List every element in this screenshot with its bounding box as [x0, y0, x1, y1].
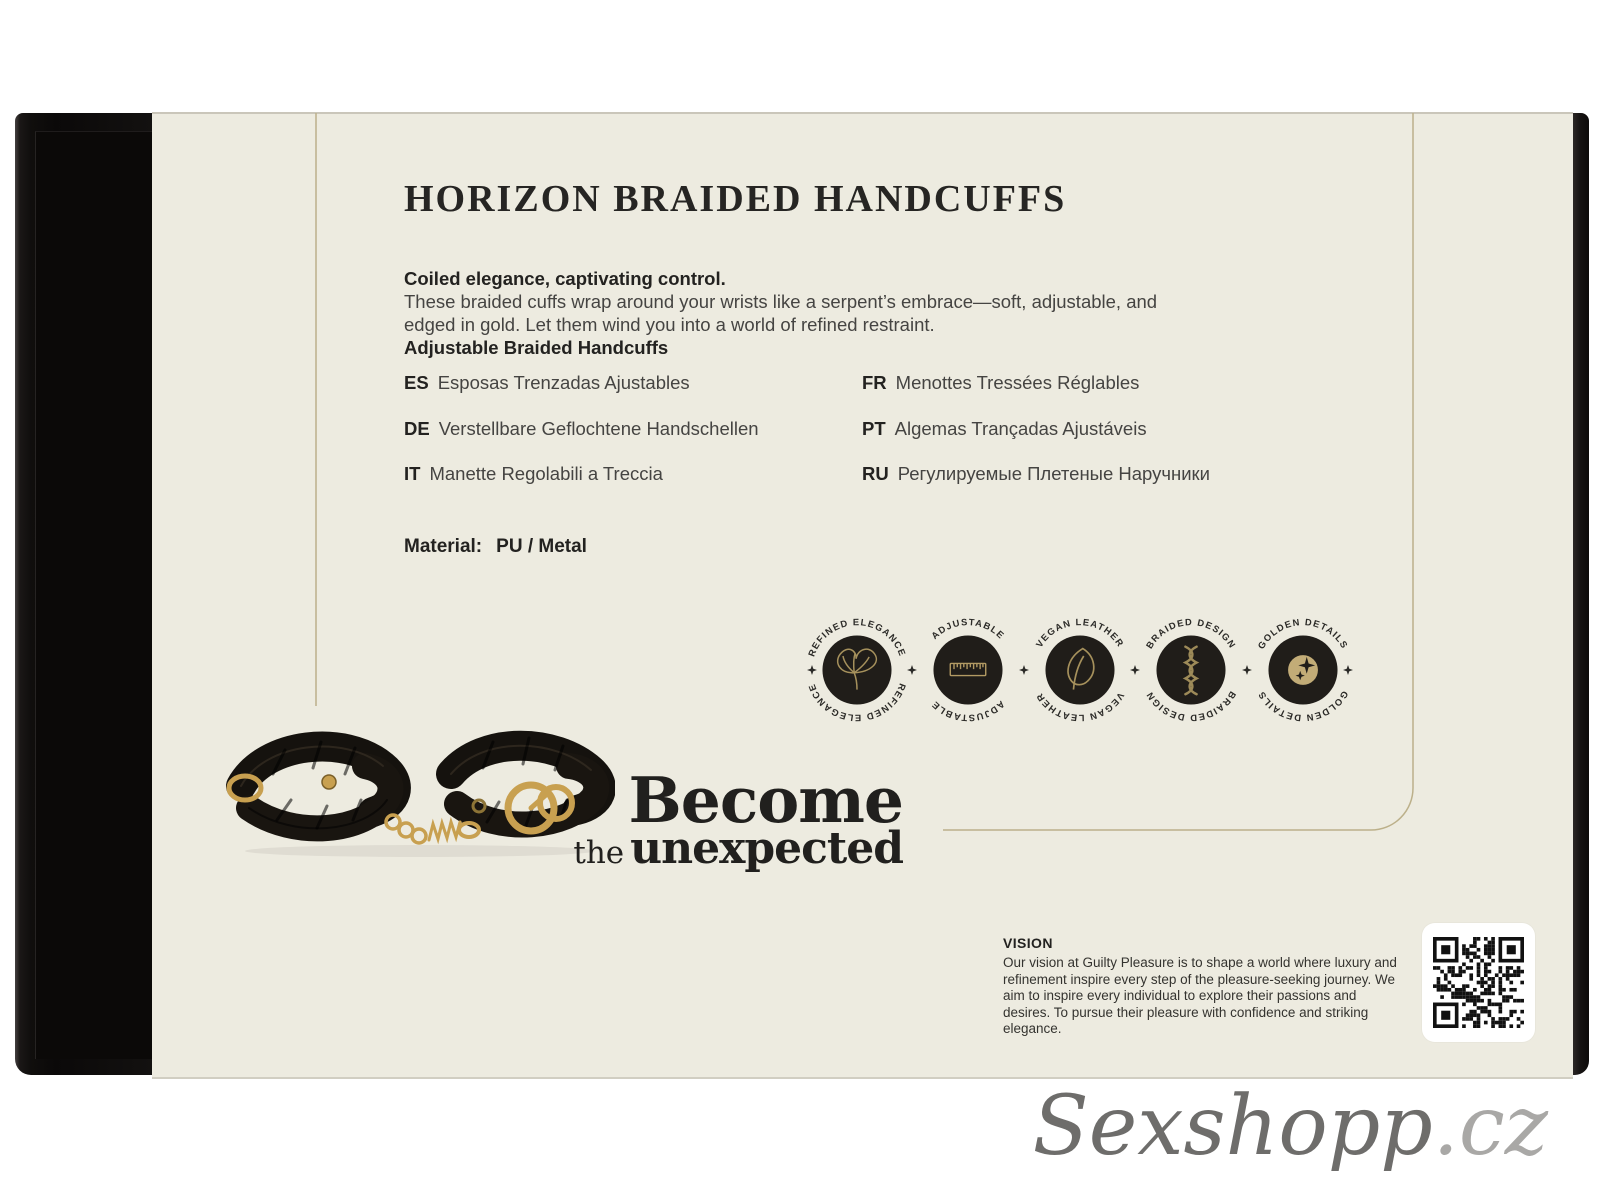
- badge-vegan-leather: [1024, 614, 1136, 726]
- qr-code: [1433, 937, 1524, 1028]
- language-code: DE: [404, 418, 430, 439]
- badge-label-top: GOLDEN DETAILS: [1256, 617, 1350, 651]
- site-watermark: [800, 1079, 1548, 1174]
- language-code: RU: [862, 463, 889, 484]
- product-tagline: Coiled elegance, captivating control.: [404, 268, 726, 289]
- diamond-separator-icon: [1129, 664, 1141, 676]
- slogan-become: Become: [628, 763, 903, 837]
- product-title: HORIZON BRAIDED HANDCUFFS: [404, 178, 1067, 220]
- badge-label-bottom: ADJUSTABLE: [929, 698, 1007, 723]
- translation-text: Algemas Trançadas Ajustáveis: [894, 418, 1147, 439]
- translation-es: [404, 374, 690, 393]
- translation-text: Manette Regolabili a Treccia: [429, 463, 663, 484]
- translation-fr: [862, 374, 1139, 393]
- material-info: [404, 537, 587, 556]
- translation-text: Esposas Trenzadas Ajustables: [437, 372, 690, 393]
- watermark-brand: Sexshopp: [1032, 1079, 1433, 1174]
- translation-text: Menottes Tressées Réglables: [895, 372, 1140, 393]
- language-code: ES: [404, 372, 429, 393]
- vision-body: Our vision at Guilty Pleasure is to shape a world where luxury and refinement inspire every step of the pleasure-seeking journey. We aim to inspire every individual to explore their passions and desires. To pursue their pleasure with confidence and striking elegance.: [1003, 955, 1397, 1037]
- vision-heading: VISION: [1003, 935, 1053, 951]
- badge-label-top: BRAIDED DESIGN: [1144, 617, 1238, 651]
- product-description-line2: edged in gold. Let them wind you into a world of refined restraint.: [404, 314, 935, 335]
- translation-text: Регулируемые Плетеные Наручники: [897, 463, 1210, 484]
- badge-label-bottom: BRAIDED DESIGN: [1144, 689, 1238, 723]
- sparkles-icon: [1288, 655, 1318, 685]
- diamond-separator-icon: [1342, 664, 1354, 676]
- translation-text: Verstellbare Geflochtene Handschellen: [438, 418, 759, 439]
- badge-label-bottom: VEGAN LEATHER: [1034, 690, 1126, 723]
- product-subtitle: Adjustable Braided Handcuffs: [404, 337, 669, 358]
- left-cuff: [229, 742, 396, 828]
- badge-braided-design: [1135, 614, 1247, 726]
- diamond-separator-icon: [1018, 664, 1030, 676]
- badge-label-top: ADJUSTABLE: [929, 617, 1007, 642]
- translation-it: [404, 465, 663, 484]
- slogan-the: the: [573, 835, 625, 871]
- slogan-unexpected: unexpected: [630, 823, 903, 874]
- translation-pt: [862, 420, 1147, 439]
- watermark-tld: .cz: [1432, 1079, 1548, 1174]
- badge-adjustable: [912, 614, 1024, 726]
- slogan-the-unexpected: [500, 823, 903, 874]
- diamond-separator-icon: [906, 664, 918, 676]
- language-code: IT: [404, 463, 421, 484]
- translation-de: [404, 420, 759, 439]
- diamond-separator-icon: [1241, 664, 1253, 676]
- qr-card: [1422, 923, 1535, 1042]
- badge-label-top: REFINED ELEGANCE: [806, 617, 908, 659]
- language-code: FR: [862, 372, 887, 393]
- badge-label-bottom: REFINED ELEGANCE: [806, 681, 908, 723]
- product-description-line1: These braided cuffs wrap around your wrists like a serpent’s embrace—soft, adjustable, and: [404, 291, 1158, 312]
- translation-ru: [862, 465, 1210, 484]
- badge-label-top: VEGAN LEATHER: [1034, 617, 1126, 650]
- language-code: PT: [862, 418, 886, 439]
- material-value: PU / Metal: [496, 536, 587, 557]
- badge-label-bottom: GOLDEN DETAILS: [1256, 689, 1350, 723]
- diamond-separator-icon: [806, 664, 818, 676]
- material-label: Material:: [404, 536, 483, 557]
